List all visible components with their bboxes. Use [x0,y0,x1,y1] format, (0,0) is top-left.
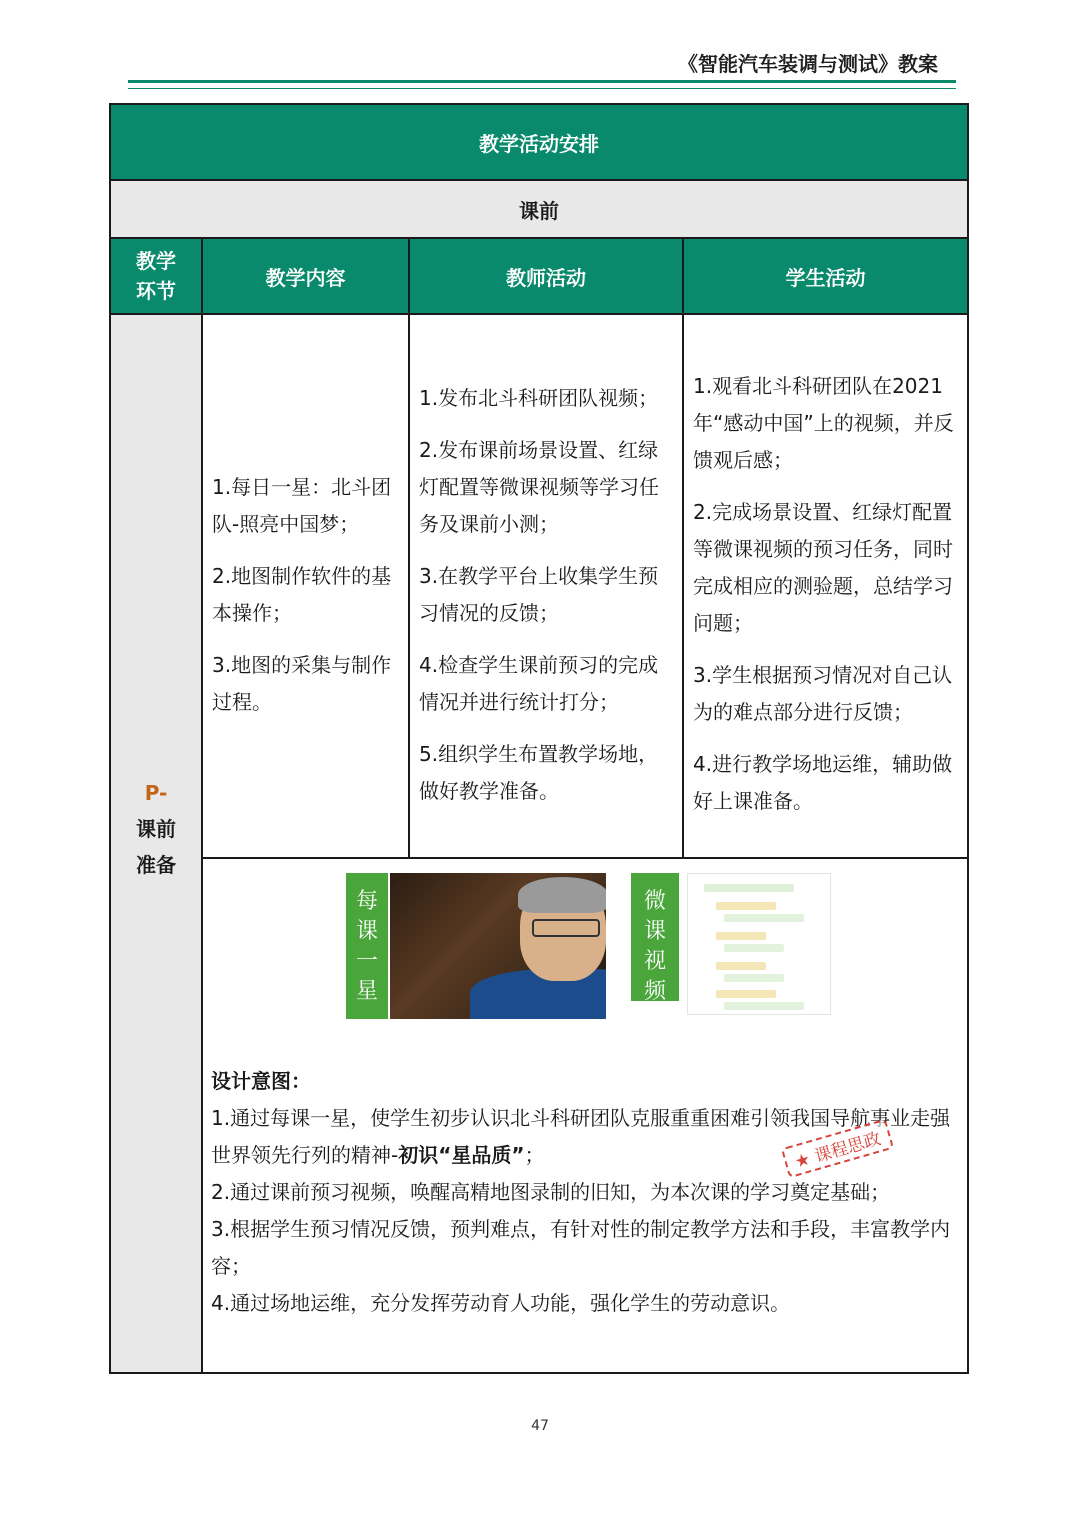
content-list [212,469,402,736]
badge-micro-video: 微课视频 [631,873,679,1001]
stage-name: 课前准备 [136,817,176,877]
stage-label [111,775,201,883]
header-rule-thin [128,88,956,89]
teacher-list [419,380,677,825]
list-item: 2.地图制作软件的基本操作； [212,564,392,625]
column-divider [408,239,410,859]
col-header-teacher: 教师活动 [410,239,682,315]
design-line: 1.通过每课一星，使学生初步认识北斗科研团队克服重重困难引领我国导航事业走强世界领先行列的精神-初识“星品质”； [211,1106,951,1167]
document-title: 《智能汽车装调与测试》教案 [678,52,938,76]
list-item: 3.在教学平台上收集学生预习情况的反馈； [419,564,659,625]
design-intent [211,1063,966,1322]
list-item: 4.进行教学场地运维，辅助做好上课准备。 [693,752,953,813]
badge-every-star: 每课一星 [346,873,388,1019]
design-line: 3.根据学生预习情况反馈，预判难点，有针对性的制定教学方法和手段，丰富教学内容； [211,1217,951,1278]
course-outline-screenshot [687,873,831,1015]
column-divider [682,239,684,859]
col-header-content: 教学内容 [203,239,408,315]
list-item: 2.发布课前场景设置、红绿灯配置等微课视频等学习任务及课前小测； [419,438,659,536]
stage-code: P- [144,781,168,805]
col-header-student: 学生活动 [684,239,967,315]
col-header-stage: 教学环节 [111,239,201,315]
stage-cell [111,315,201,1372]
column-divider [201,239,203,1372]
table-title: 教学活动安排 [111,105,967,181]
lesson-table [109,103,969,1374]
header-rule [128,80,956,83]
list-item: 2.完成场景设置、红绿灯配置等微课视频的预习任务，同时完成相应的测验题，总结学习问题； [693,500,953,635]
design-title: 设计意图： [211,1069,311,1093]
micro-video-image [631,873,829,1019]
list-item: 1.发布北斗科研团队视频； [419,386,659,410]
star-video-image [346,873,606,1019]
list-item: 3.学生根据预习情况对自己认为的难点部分进行反馈； [693,663,953,724]
list-item: 4.检查学生课前预习的完成情况并进行统计打分； [419,653,659,714]
list-item: 3.地图的采集与制作过程。 [212,653,392,714]
list-item: 5.组织学生布置教学场地，做好教学准备。 [419,742,659,803]
phase-label: 课前 [111,181,967,239]
row-divider [201,857,967,859]
student-list [693,368,961,835]
design-line: 2.通过课前预习视频，唤醒高精地图录制的旧知，为本次课的学习奠定基础； [211,1180,891,1204]
design-line: 4.通过场地运维，充分发挥劳动育人功能，强化学生的劳动意识。 [211,1291,791,1315]
ideology-stamp: ★ 课程思政 [781,1119,894,1179]
page-number: 47 [531,1418,549,1434]
list-item: 1.每日一星：北斗团队-照亮中国梦； [212,475,392,536]
video-still-image [390,873,606,1019]
list-item: 1.观看北斗科研团队在2021年“感动中国”上的视频，并反馈观后感； [693,374,954,472]
